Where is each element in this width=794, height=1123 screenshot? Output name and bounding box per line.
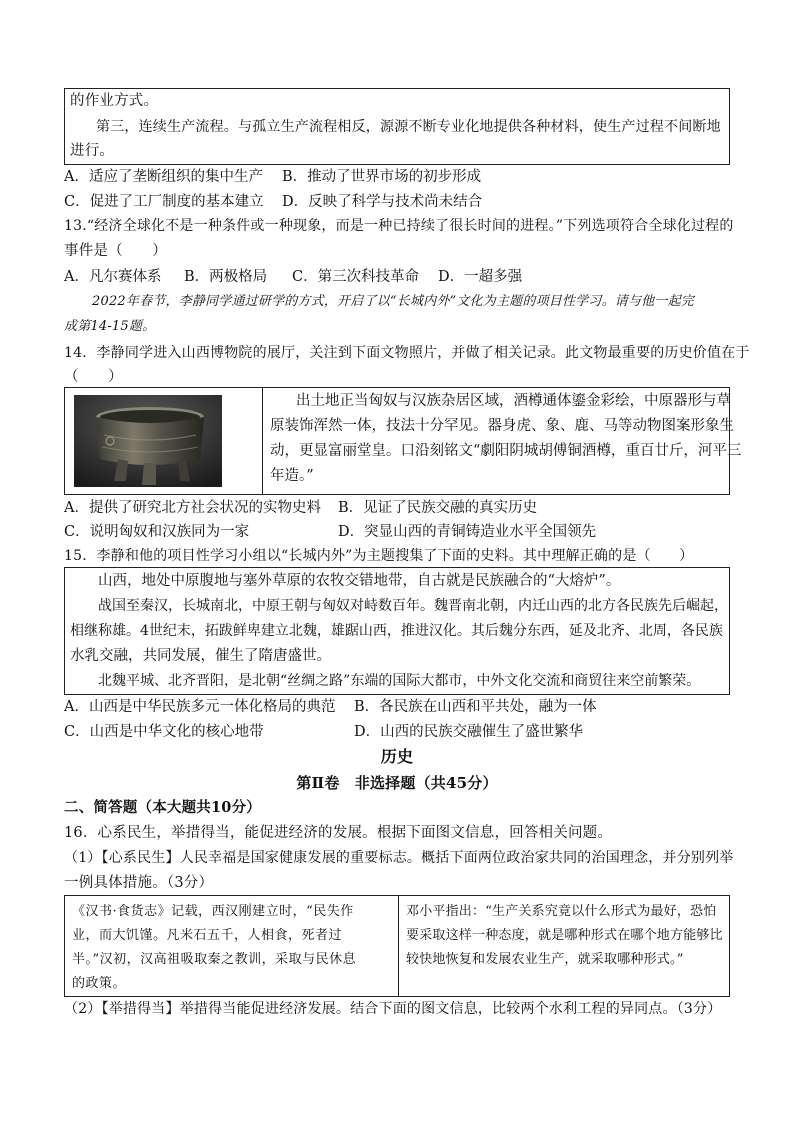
q15-para3: 北魏平城、北齐晋阳，是北朝“丝绸之路”东端的国际大都市，中外文化交流和商贸往来空前繁荣。	[98, 673, 701, 689]
section-heading: 二、简答题（本大题共10分）	[64, 799, 261, 816]
q15-stem: 15．李静和他的项目性学习小组以“长城内外”为主题搜集了下面的史料。其中理解正确的是（ ）	[64, 548, 694, 564]
intro-line2: 成第14-15题。	[64, 319, 156, 334]
q13-option-d: D．一超多强	[438, 269, 523, 285]
q15-para2-line3: 水乳交融，共同发展，催生了隋唐盛世。	[70, 648, 331, 664]
q14-option-d: D．突显山西的青铜铸造业水平全国领先	[338, 524, 597, 540]
q16-stem: 16．心系民生，举措得当，能促进经济的发展。根据下面图文信息，回答相关问题。	[64, 825, 613, 841]
q15-para2-line2: 相继称雄。4世纪末，拓跋鲜卑建立北魏，雄踞山西，推进汉化。其后魏分东西，延及北齐、北周，各民族	[70, 623, 723, 639]
q12-option-a: A．适应了垄断组织的集中生产	[64, 169, 263, 185]
q16-left-line3: 半。”汉初，汉高祖吸取秦之教训，采取与民休息	[72, 952, 357, 967]
q16-right-line1: 邓小平指出：“生产关系究竟以什么形式为最好，恐怕	[406, 904, 717, 919]
q16-right-line2: 要采取这样一种态度，就是哪种形式在哪个地方能够比	[406, 928, 723, 943]
q13-option-a: A．凡尔赛体系	[64, 269, 162, 285]
subject-title: 历史	[380, 747, 414, 766]
intro-line1: 2022年春节，李静同学通过研学的方式，开启了以“长城内外”文化为主题的项目性学习。请与他一起完	[92, 294, 694, 309]
q15-option-d: D．山西的民族交融催生了盛世繁华	[354, 724, 584, 740]
q12-option-c: C．促进了工厂制度的基本建立	[64, 194, 264, 210]
q13-stem-line1: 13.“经济全球化不是一种条件或一种现象，而是一种已持续了很长时间的进程。”下列选项符合全球化过程的	[64, 218, 734, 234]
q16-sub1-line1: （1）【心系民生】人民幸福是国家健康发展的重要标志。概括下面两位政治家共同的治国理念，并分别列举	[64, 850, 734, 866]
bronze-wine-vessel-image	[74, 395, 222, 487]
q15-option-b: B．各民族在山西和平共处，融为一体	[354, 699, 597, 715]
q15-option-c: C．山西是中华文化的核心地带	[64, 724, 264, 740]
q16-right-line3: 较快地恢复和发展农业生产，就采取哪种形式。”	[406, 952, 684, 967]
q16-vertical-divider	[398, 896, 399, 996]
q15-option-a: A．山西是中华民族多元一体化格局的典范	[64, 699, 336, 715]
q13-option-c: C．第三次科技革命	[292, 269, 420, 285]
q14-text-line2: 原装饰浑然一体，技法十分罕见。器身虎、象、鹿、马等动物图案形象生	[270, 418, 734, 434]
q12-box-line3: 进行。	[70, 143, 115, 159]
q15-para1: 山西，地处中原腹地与塞外草原的农牧交错地带，自古就是民族融合的“大熔炉”。	[98, 573, 621, 589]
q14-text-line3: 动，更显富丽堂皇。口沿刻铭文“劇阳阴城胡傅铜酒樽，重百廿斤，河平三	[270, 443, 742, 459]
q12-option-d: D．反映了科学与技术尚未结合	[282, 194, 483, 210]
q13-option-b: B．两极格局	[184, 269, 268, 285]
q16-left-line4: 的政策。	[72, 976, 127, 991]
part-title: 第Ⅱ卷 非选择题（共45分）	[296, 774, 498, 792]
q14-text-line1: 出土地正当匈奴与汉族杂居区域，酒樽通体鎏金彩绘，中原器形与草	[296, 393, 731, 409]
q12-option-b: B．推动了世界市场的初步形成	[282, 169, 482, 185]
q13-stem-line2: 事件是（ ）	[64, 243, 167, 259]
q14-option-c: C．说明匈奴和汉族同为一家	[64, 524, 250, 540]
q14-option-a: A．提供了研究北方社会状况的实物史料	[64, 500, 321, 516]
q16-left-line1: 《汉书·食货志》记载，西汉刚建立时，“民失作	[72, 904, 354, 919]
q12-box-line2: 第三，连续生产流程。与孤立生产流程相反，源源不断专业化地提供各种材料，使生产过程不间断地	[96, 119, 721, 135]
q14-stem-line2: （ ）	[64, 369, 123, 385]
q14-vertical-divider	[262, 388, 263, 494]
q14-stem-line1: 14．李静同学进入山西博物院的展厅，关注到下面文物照片，并做了相关记录。此文物最重要的历史价值在于	[64, 345, 750, 361]
q12-box-line1: 的作业方式。	[70, 93, 159, 109]
q16-left-line2: 业，而大饥馑。凡米石五千，人相食，死者过	[72, 928, 343, 943]
q14-option-b: B．见证了民族交融的真实历史	[338, 500, 538, 516]
q15-para2-line1: 战国至秦汉，长城南北，中原王朝与匈奴对峙数百年。魏晋南北朝，内迁山西的北方各民族先后崛起，	[98, 598, 728, 614]
q14-text-line4: 年造。”	[270, 468, 314, 484]
q16-sub2: （2）【举措得当】举措得当能促进经济发展。结合下面的图文信息，比较两个水利工程的异同点。（3分）	[64, 1001, 722, 1017]
q16-sub1-line2: 一例具体措施。（3分）	[64, 875, 214, 891]
